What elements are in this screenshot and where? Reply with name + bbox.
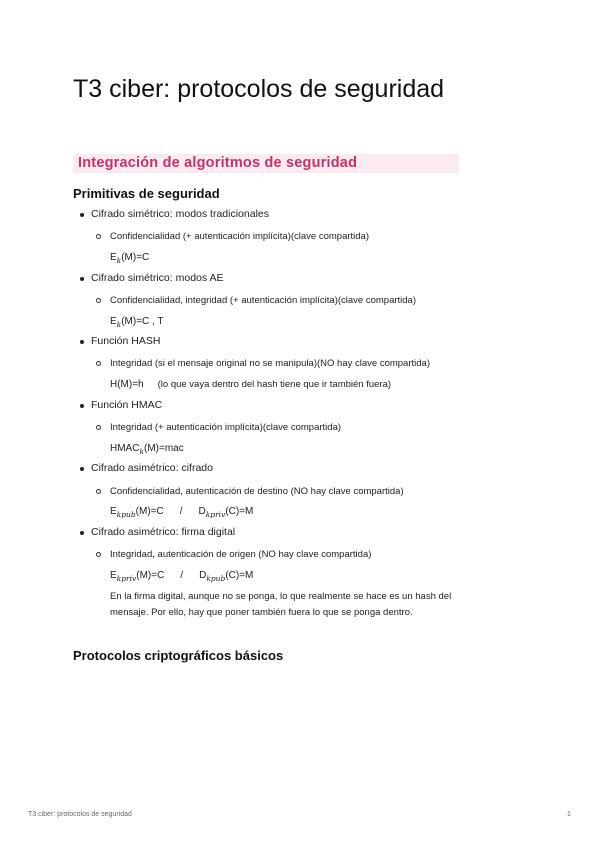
formula: $E_{kpub}(M)=C / D_{kpriv}(C)=M$ — [110, 506, 254, 519]
bullet-marker — [80, 467, 84, 471]
list-item-detail: Confidencialidad (+ autenticación implícita)(clave compartida) — [110, 231, 370, 242]
sub-bullet-marker — [96, 298, 101, 303]
formula: $E_k(M)=C$ , T — [110, 316, 164, 329]
subheading-protocols: Protocolos criptográficos básicos — [73, 648, 284, 663]
list-item-detail: Integridad, autenticación de origen (NO hay clave compartida) — [110, 549, 372, 560]
list-item-detail: Confidencialidad, autenticación de destino (NO hay clave compartida) — [110, 486, 404, 497]
bullet-marker — [80, 404, 84, 408]
section-heading: Integración de algoritmos de seguridad — [78, 155, 358, 171]
list-item-detail: Confidencialidad, integridad (+ autenticación implícita)(clave compartida) — [110, 295, 417, 306]
bullet-marker — [80, 531, 84, 535]
sub-bullet-marker — [96, 234, 101, 239]
sub-bullet-marker — [96, 552, 101, 557]
list-item-label: Función HASH — [91, 335, 161, 347]
formula: $E_k(M)=C$ — [110, 252, 150, 265]
paragraph-note: En la firma digital, aunque no se ponga, lo que realmente se hace es un hash del mensaje. Por ello, hay que poner también fuera lo que se ponga dentro. — [110, 591, 452, 618]
bullet-marker — [80, 213, 84, 217]
sub-bullet-marker — [96, 489, 101, 494]
formula: $HMAC_k(M)=mac$ — [110, 443, 184, 456]
list-item-label: Cifrado simétrico: modos tradicionales — [91, 208, 269, 220]
list-item-label: Función HMAC — [91, 399, 163, 411]
sub-bullet-marker — [96, 361, 101, 366]
footer-document-title: T3 ciber: protocolos de seguridad — [28, 811, 132, 818]
formula: $E_{kpriv}(M)=C / D_{kpub}(C)=M$ — [110, 570, 254, 583]
list-item-label: Cifrado asimétrico: firma digital — [91, 526, 236, 538]
list-item-detail: Integridad (+ autenticación implícita)(clave compartida) — [110, 422, 342, 433]
bullet-marker — [80, 277, 84, 281]
sub-bullet-marker — [96, 425, 101, 430]
footer-page-number: 1 — [567, 811, 571, 818]
bullet-marker — [80, 340, 84, 344]
list-item-label: Cifrado asimétrico: cifrado — [91, 462, 213, 474]
list-item-label: Cifrado simétrico: modos AE — [91, 272, 224, 284]
list-item-detail: Integridad (si el mensaje original no se manipula)(NO hay clave compartida) — [110, 358, 430, 369]
formula: H(M)=h (lo que vaya dentro del hash tiene que ir también fuera) — [110, 379, 392, 390]
subheading-primitives: Primitivas de seguridad — [73, 186, 220, 201]
page-title: T3 ciber: protocolos de seguridad — [73, 75, 445, 103]
